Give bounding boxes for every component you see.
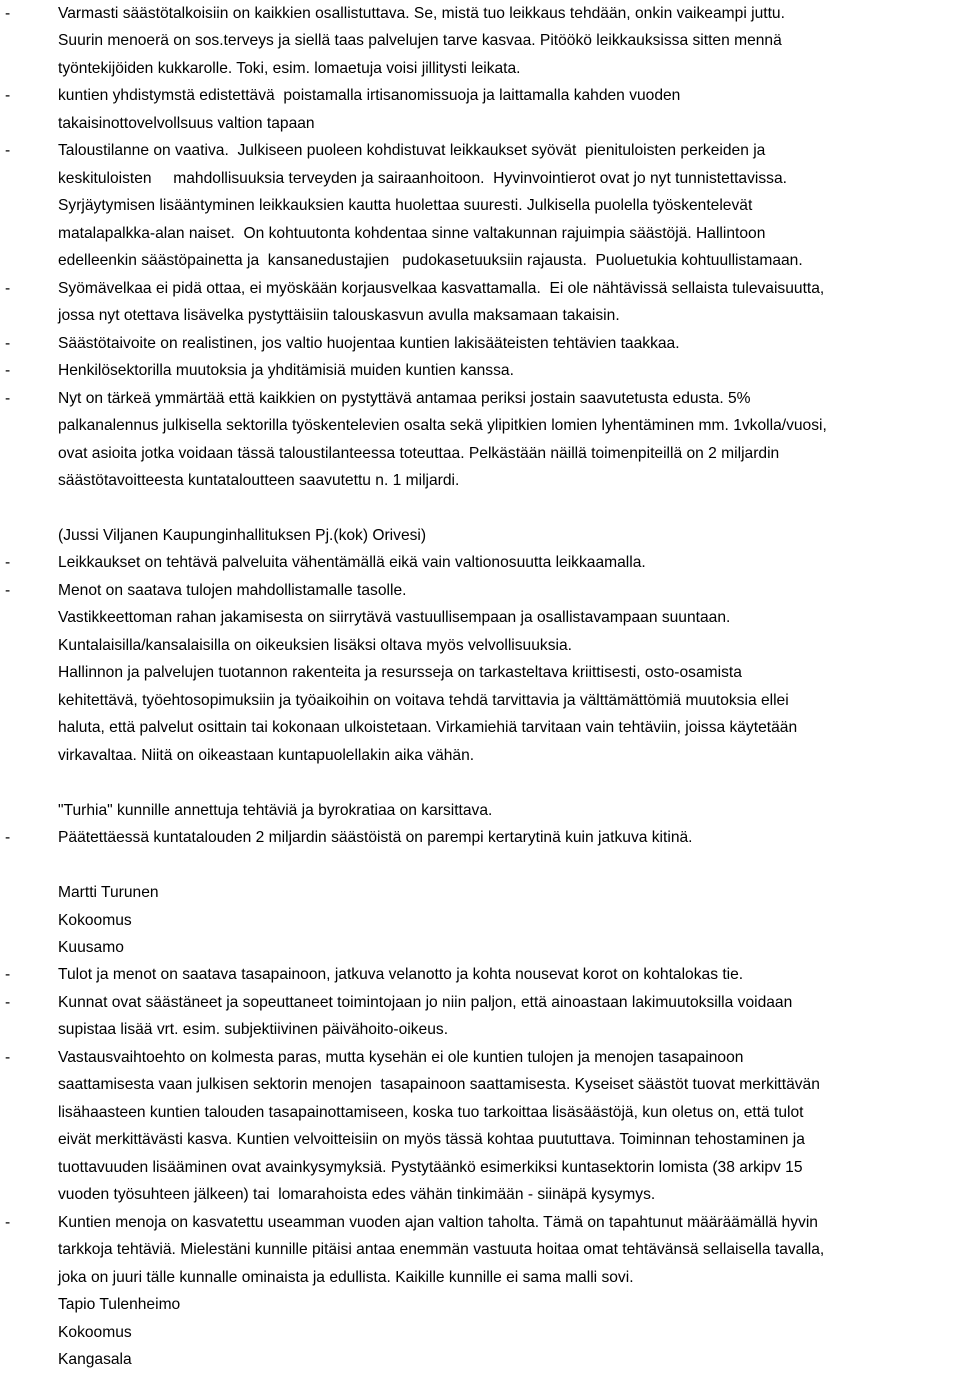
line-text: tuottavuuden lisääminen ovat avainkysymyksiä. Pystytäänkö esimerkiksi kuntasektorin lomista (38 arkipv 15	[58, 1158, 803, 1176]
bullet-list-item	[0, 824, 960, 852]
bullet-list-item	[0, 989, 960, 1017]
text-line	[0, 27, 960, 55]
text-line	[0, 742, 960, 770]
line-text: työntekijöiden kukkarolle. Toki, esim. lomaetuja voisi jillitysti leikata.	[58, 59, 521, 77]
line-text: kehitettävä, työehtosopimuksiin ja työaikoihin on voitava tehdä tarvittavia ja välttämättömiä muutoksia ellei	[58, 691, 789, 709]
bullet-list-item	[0, 549, 960, 577]
line-text: haluta, että palvelut osittain tai kokonaan ulkoistetaan. Virkamiehiä tarvitaan vain tehtäviin, joissa käytetään	[58, 719, 798, 737]
bullet-marker: -	[5, 554, 11, 572]
line-text: Hallinnon ja palvelujen tuotannon rakenteita ja resursseja on tarkasteltava kriittisesti, osto-osamista	[58, 664, 742, 682]
bullet-marker: -	[5, 829, 11, 847]
bullet-list-item	[0, 577, 960, 605]
text-line	[0, 879, 960, 907]
bullet-marker: -	[5, 5, 11, 22]
text-line	[0, 687, 960, 715]
line-text: keskituloisten mahdollisuuksia terveyden ja sairaanhoitoon. Hyvinvointierot ovat jo nyt tunnistettavissa.	[58, 169, 787, 187]
bullet-list-item	[0, 330, 960, 358]
line-text: Taloustilanne on vaativa. Julkiseen puoleen kohdistuvat leikkaukset syövät pienituloisten perkeiden ja	[58, 142, 766, 160]
bullet-marker: -	[5, 334, 11, 352]
line-text: lisähaasteen kuntien talouden tasapainottamiseen, koska tuo tarkoittaa lisäsäästöjä, kun oletus on, että tulot	[58, 1103, 804, 1121]
line-text: palkanalennus julkisella sektorilla työskentelevien osalta sekä ylipitkien lomien lyhentäminen mm. 1vkolla/vuosi,	[58, 417, 827, 435]
line-text: Kokoomus	[58, 911, 132, 929]
line-text: (Jussi Viljanen Kaupunginhallituksen Pj.(kok) Orivesi)	[58, 526, 427, 544]
line-text: ovat asioita jotka voidaan tässä taloustilanteessa toteuttaa. Pelkästään näillä toimenpiteillä on 2 miljardin	[58, 444, 780, 462]
line-text: matalapalkka-alan naiset. On kohtuutonta kohdentaa sinne valtakunnan rajuimpia säästöjä. Hallintoon	[58, 224, 766, 242]
line-text: Varmasti säästötalkoisiin on kaikkien osallistuttava. Se, mistä tuo leikkaus tehdään, onkin vaikeampi juttu.	[58, 5, 785, 22]
line-text: kuntien yhdistymstä edistettävä poistamalla irtisanomissuoja ja laittamalla kahden vuoden	[58, 87, 681, 105]
line-text: eivät merkittävästi kasva. Kuntien velvoitteisiin on myös tässä kohtaa puututtava. Toiminnan tehostaminen ja	[58, 1131, 805, 1149]
text-line	[0, 1154, 960, 1182]
line-text: Syrjäytymisen lisääntyminen leikkauksien kautta huolettaa suuresti. Julkisella puolella työskentelevät	[58, 197, 753, 215]
line-text: Säästötaivoite on realistinen, jos valtio huojentaa kuntien lakisääteisten tehtävien taakkaa.	[58, 334, 680, 352]
line-text: supistaa lisää vrt. esim. subjektiivinen päivähoito-oikeus.	[58, 1021, 449, 1039]
text-line	[0, 1319, 960, 1347]
text-line	[0, 907, 960, 935]
bullet-list-item	[0, 385, 960, 413]
text-line	[0, 659, 960, 687]
line-text: Henkilösektorilla muutoksia ja yhditämisiä muiden kuntien kanssa.	[58, 362, 514, 380]
bullet-list-item	[0, 82, 960, 110]
line-text: Päätettäessä kuntatalouden 2 miljardin säästöistä on parempi kertarytinä kuin jatkuva kitinä.	[58, 829, 693, 847]
line-text: vuoden työsuhteen jälkeen) tai lomarahoista edes vähän tinkimään - siinäpä kysymys.	[58, 1186, 656, 1204]
text-line	[0, 632, 960, 660]
text-line	[0, 1264, 960, 1292]
text-line	[0, 110, 960, 138]
line-text: Tulot ja menot on saatava tasapainoon, jatkuva velanotto ja kohta nousevat korot on kohtalokas tie.	[58, 966, 744, 984]
text-line	[0, 247, 960, 275]
line-text: Leikkaukset on tehtävä palveluita vähentämällä eikä vain valtionosuutta leikkaamalla.	[58, 554, 646, 572]
line-text: edelleenkin säästöpainetta ja kansanedustajien pudokasetuuksiin rajausta. Puoluetukia kohtuullistamaan.	[58, 252, 803, 270]
bullet-list-item	[0, 961, 960, 989]
line-text: Suurin menoerä on sos.terveys ja siellä taas palvelujen tarve kasvaa. Pitöökö leikkauksissa sitten mennä	[58, 32, 782, 50]
bullet-marker: -	[5, 993, 11, 1011]
text-line	[0, 769, 960, 797]
text-line	[0, 165, 960, 193]
line-text: Menot on saatava tulojen mahdollistamalle tasolle.	[58, 581, 407, 599]
bullet-list-item	[0, 357, 960, 385]
line-text: Kuntalaisilla/kansalaisilla on oikeuksien lisäksi oltava myös velvollisuuksia.	[58, 636, 572, 654]
text-line	[0, 467, 960, 495]
line-text: Kangasala	[58, 1351, 132, 1369]
text-line	[0, 1099, 960, 1127]
bullet-list-item	[0, 1209, 960, 1237]
line-text: säästötavoitteesta kuntataloutteen saavutettu n. 1 miljardi.	[58, 471, 460, 489]
text-line	[0, 55, 960, 83]
bullet-marker: -	[5, 362, 11, 380]
bullet-list-item	[0, 275, 960, 303]
line-text: "Turhia" kunnille annettuja tehtäviä ja byrokratiaa on karsittava.	[58, 801, 493, 819]
bullet-list-item	[0, 0, 960, 28]
text-line	[0, 1291, 960, 1319]
line-text: Nyt on tärkeä ymmärtää että kaikkien on pystyttävä antamaa periksi jostain saavutetusta edusta. 5%	[58, 389, 751, 407]
text-line	[0, 714, 960, 742]
line-text: Kokoomus	[58, 1323, 132, 1341]
line-text: Kuusamo	[58, 938, 124, 956]
bullet-marker: -	[5, 1213, 11, 1231]
bullet-marker: -	[5, 581, 11, 599]
bullet-list-item	[0, 1044, 960, 1072]
bullet-marker: -	[5, 87, 11, 105]
bullet-marker: -	[5, 389, 11, 407]
bullet-marker: -	[5, 1048, 11, 1066]
text-line	[0, 1126, 960, 1154]
bullet-marker: -	[5, 966, 11, 984]
text-line	[0, 1181, 960, 1209]
line-text: Syömävelkaa ei pidä ottaa, ei myöskään korjausvelkaa kasvattamalla. Ei ole nähtävissä sellaista tulevaisuutta,	[58, 279, 825, 297]
text-line	[0, 797, 960, 825]
line-text: saattamisesta vaan julkisen sektorin menojen tasapainoon saattamisesta. Kyseiset säästöt tuovat merkittävän	[58, 1076, 820, 1094]
line-text: Kuntien menoja on kasvatettu useamman vuoden ajan valtion taholta. Tämä on tapahtunut määräämällä hyvin	[58, 1213, 818, 1231]
text-line	[0, 302, 960, 330]
line-text: Martti Turunen	[58, 884, 159, 902]
text-line	[0, 1016, 960, 1044]
bullet-marker: -	[5, 279, 11, 297]
text-line	[0, 494, 960, 522]
text-line	[0, 440, 960, 468]
line-text: tarkkoja tehtäviä. Mielestäni kunnille pitäisi antaa enemmän vastuuta hoitaa omat tehtävänsä sellaisella tavalla,	[58, 1241, 825, 1259]
line-text: Tapio Tulenheimo	[58, 1296, 181, 1314]
text-line	[0, 412, 960, 440]
text-line	[0, 522, 960, 550]
bullet-marker: -	[5, 142, 11, 160]
line-text: Vastausvaihtoehto on kolmesta paras, mutta kysehän ei ole kuntien tulojen ja menojen tasapainoon	[58, 1048, 744, 1066]
text-line	[0, 1236, 960, 1264]
line-text: joka on juuri tälle kunnalle ominaista ja edullista. Kaikille kunnille ei sama malli sovi.	[58, 1268, 634, 1286]
line-text: Kunnat ovat säästäneet ja sopeuttaneet toimintojaan jo niin paljon, että ainoastaan lakimuutoksilla voidaan	[58, 993, 793, 1011]
text-line	[0, 220, 960, 248]
text-line	[0, 852, 960, 880]
line-text: takaisinottovelvollsuus valtion tapaan	[58, 114, 315, 132]
text-line	[0, 1346, 960, 1374]
line-text: virkavaltaa. Niitä on oikeastaan kuntapuolellakin aika vähän.	[58, 746, 475, 764]
line-text: Vastikkeettoman rahan jakamisesta on siirrytävä vastuullisempaan ja osallistavampaan suuntaan.	[58, 609, 731, 627]
text-line	[0, 934, 960, 962]
text-line	[0, 192, 960, 220]
text-line	[0, 604, 960, 632]
bullet-list-item	[0, 137, 960, 165]
line-text: jossa nyt otettava lisävelka pystyttäisiin talouskasvun avulla maksamaan takaisin.	[58, 307, 620, 325]
text-line	[0, 1071, 960, 1099]
